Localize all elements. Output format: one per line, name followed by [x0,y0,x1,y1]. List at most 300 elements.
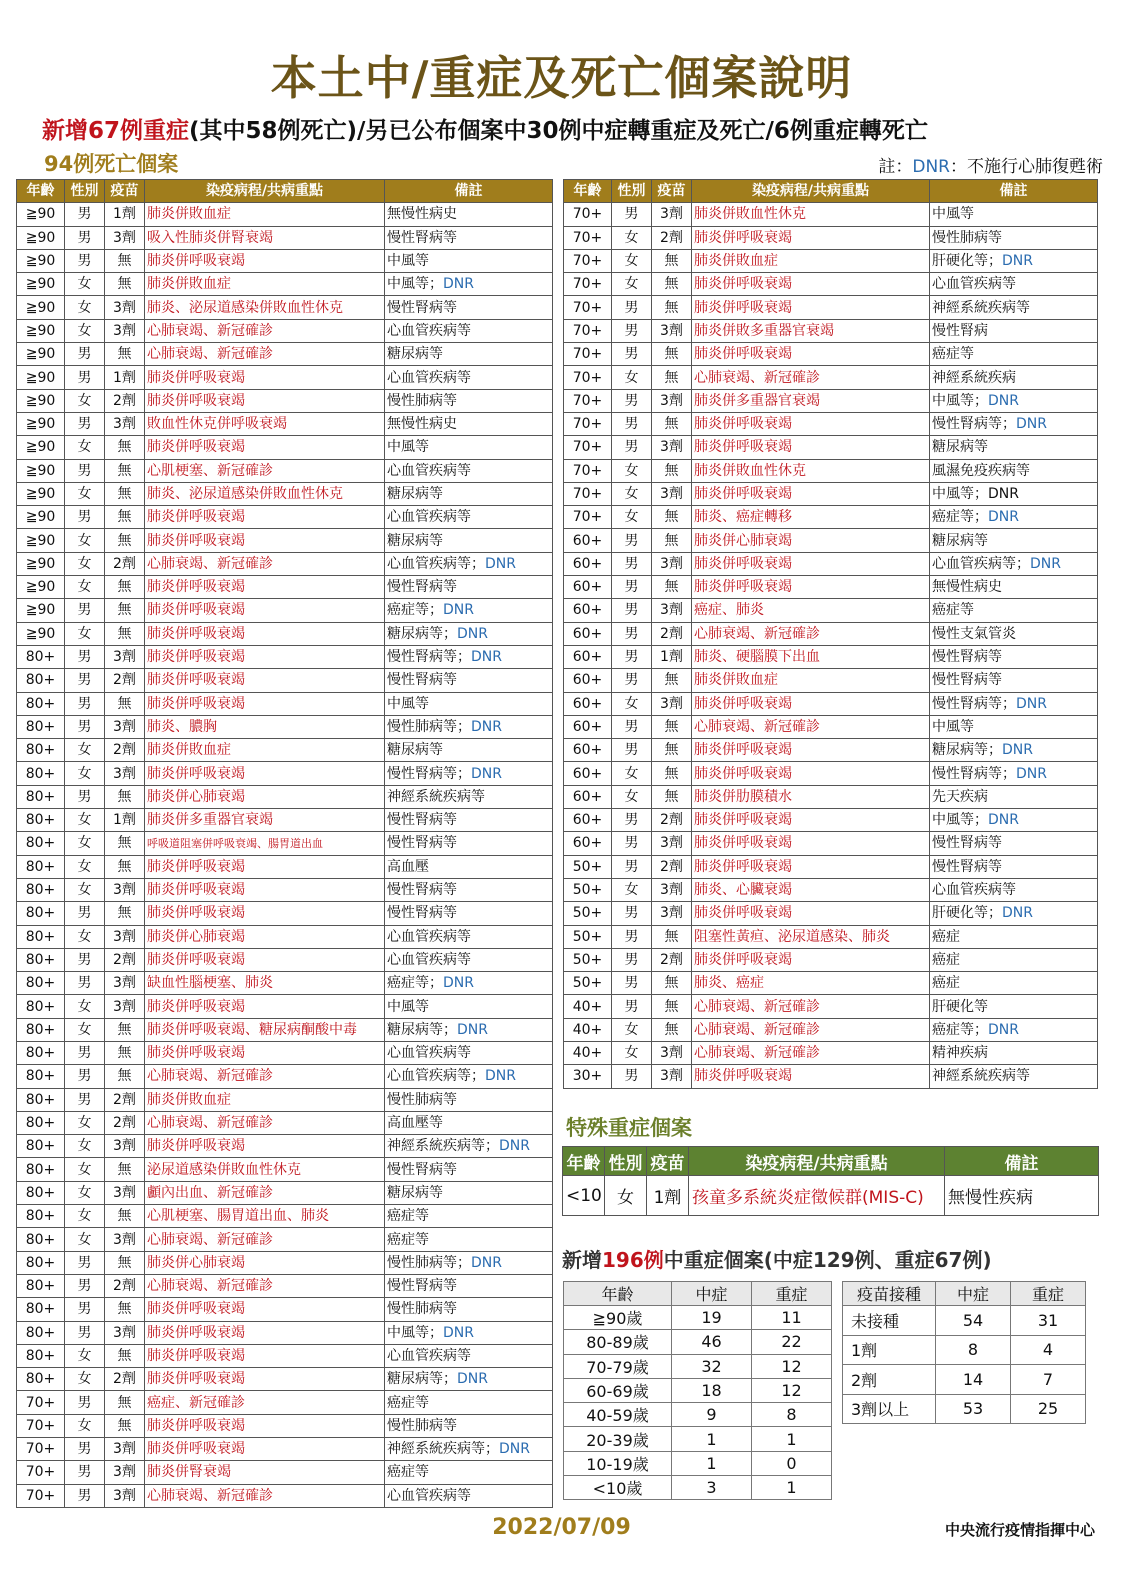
death-cases-table-right [563,179,1098,1089]
cell-age: ≧90 [17,622,65,645]
table-row [17,482,553,505]
cell-course: 肺炎併呼吸衰竭 [692,902,930,925]
cell-remarks [930,715,1098,738]
table-row [564,669,1098,692]
cell-vaccine: 2劑 [105,1274,145,1297]
remark-text: 癌症等； [387,602,443,619]
col-age: 年齡 [564,180,612,203]
cell-severe: 22 [752,1330,832,1354]
cell-sex: 女 [612,249,652,272]
cell-vaccine: 3劑 [652,1041,692,1064]
cell-remarks [385,715,553,738]
cell-course: 心肺衰竭、新冠確診 [692,366,930,389]
cell-age: ≧90 [17,412,65,435]
cell-sex: 女 [65,1181,105,1204]
cell-age: 60+ [564,739,612,762]
col-course: 染疫病程/共病重點 [145,180,385,203]
cell-sex: 男 [612,203,652,226]
table-row [564,785,1098,808]
cell-vaccine: 無 [105,1018,145,1041]
cell-remarks [930,878,1098,901]
col-vaccine: 疫苗 [647,1147,689,1176]
remark-text: 中風等； [932,812,988,829]
table-row [17,1135,553,1158]
cell-age: 70+ [564,389,612,412]
dnr-label: DNR [485,555,516,572]
cell-vaccine: 無 [652,576,692,599]
cell-age: 80+ [17,715,65,738]
cell-vaccine: 2劑 [652,948,692,971]
cell-remarks [930,972,1098,995]
cell-remarks [385,1438,553,1461]
dnr-label: DNR [988,509,1019,526]
cell-sex: 男 [612,669,652,692]
cell-sex: 男 [65,1088,105,1111]
cell-age: 50+ [564,925,612,948]
cell-vaccine: 3劑 [105,296,145,319]
cell-remarks [930,855,1098,878]
cell-sex: 女 [612,762,652,785]
cell-remarks [930,366,1098,389]
cell-vaccine: 3劑 [105,1181,145,1204]
remark-text: 慢性肺病等 [387,1091,457,1108]
table-row [564,995,1098,1018]
remark-text: 慢性肺病等 [387,1417,457,1434]
cell-vaccine: 2劑 [105,669,145,692]
table-row [17,948,553,971]
cell-age: 70+ [564,482,612,505]
cell-vaccine: 無 [652,249,692,272]
table-header-row [843,1282,1086,1306]
cell-sex: 女 [612,692,652,715]
cell-sex: 男 [612,972,652,995]
cell-vaccine: 3劑 [652,878,692,901]
cell-vaccine: 3劑 [652,692,692,715]
cell-severe: 25 [1011,1394,1086,1424]
cell-course: 肺炎併呼吸衰竭 [145,692,385,715]
remark-text: 先天疾病 [932,788,988,805]
cell-group: 1劑 [843,1335,936,1365]
cell-course: 肺炎併腎衰竭 [145,1461,385,1484]
cell-course: 癌症、新冠確診 [145,1391,385,1414]
cell-vaccine: 2劑 [105,552,145,575]
cell-sex: 女 [65,482,105,505]
remark-text: 慢性腎病等 [387,672,457,689]
cell-remarks [930,412,1098,435]
table-row [564,692,1098,715]
cell-severe: 12 [752,1378,832,1402]
cell-course: 肺炎、心臟衰竭 [692,878,930,901]
table-row [564,273,1098,296]
new-cases-count: 196例 [602,1248,664,1272]
cell-vaccine: 無 [105,902,145,925]
cell-remarks [385,902,553,925]
cell-remarks [930,1041,1098,1064]
cell-remarks [385,459,553,482]
cell-course: 肺炎併呼吸衰竭 [145,1321,385,1344]
remark-text: 心血管疾病等 [387,509,471,526]
cell-course: 肺炎併呼吸衰竭 [145,645,385,668]
cell-sex: 男 [65,249,105,272]
cell-vaccine: 無 [105,1065,145,1088]
cell-course: 心肺衰竭、新冠確診 [145,1111,385,1134]
cell-age: 80+ [17,948,65,971]
cell-vaccine: 3劑 [652,832,692,855]
cell-vaccine: 3劑 [652,482,692,505]
cell-moderate: 54 [936,1306,1011,1336]
table-row [17,1158,553,1181]
cell-course: 肺炎併呼吸衰竭 [145,599,385,622]
cell-sex: 女 [612,878,652,901]
cell-age: 40+ [564,995,612,1018]
cell-vaccine: 2劑 [652,855,692,878]
cell-age: 40+ [564,1041,612,1064]
cell-vaccine: 3劑 [105,1438,145,1461]
cell-sex: 男 [65,1251,105,1274]
cell-course: 肺炎併呼吸衰竭 [692,273,930,296]
cell-course: 肺炎併呼吸衰竭 [145,948,385,971]
cell-course: 肺炎併敗血症 [145,203,385,226]
cell-group: 80-89歲 [564,1330,672,1354]
dnr-label: DNR [1030,555,1061,572]
cell-sex: 男 [65,948,105,971]
col-severe: 重症 [1011,1282,1086,1306]
cell-sex: 女 [612,506,652,529]
table-row [17,226,553,249]
remark-text: 心血管疾病等 [932,276,1016,293]
cell-age: 80+ [17,1228,65,1251]
cell-age: 70+ [17,1391,65,1414]
table-header-row [564,1282,832,1306]
cell-age: 60+ [564,599,612,622]
dnr-label: DNR [499,1138,530,1155]
remark-text: 糖尿病等 [387,532,443,549]
table-row [564,319,1098,342]
cell-age: ≧90 [17,482,65,505]
table-row [17,1018,553,1041]
deaths-section-title: 94例死亡個案 [44,152,179,176]
remark-text: 慢性腎病等； [932,765,1016,782]
cell-age: 70+ [17,1461,65,1484]
remark-text: 糖尿病等； [932,742,1002,759]
remark-text: 癌症等 [387,1208,429,1225]
cell-remarks: 無慢性疾病 [945,1176,1099,1216]
dnr-label: DNR [443,276,474,293]
cell-age: 70+ [564,436,612,459]
cell-remarks [385,1414,553,1437]
cell-remarks [930,995,1098,1018]
cell-sex: 女 [65,1368,105,1391]
cell-course: 肺炎併敗血症 [145,1088,385,1111]
cell-course: 心肺衰竭、新冠確診 [145,1484,385,1507]
cell-age: 60+ [564,785,612,808]
cell-remarks [930,785,1098,808]
table-row [17,599,553,622]
cell-age: 80+ [17,785,65,808]
cell-course: 心肺衰竭、新冠確診 [145,1274,385,1297]
table-row [17,1414,553,1437]
cell-sex: 女 [65,319,105,342]
cell-sex: 女 [65,622,105,645]
table-row [564,412,1098,435]
cell-remarks [385,622,553,645]
cell-severe: 31 [1011,1306,1086,1336]
cell-moderate: 14 [936,1365,1011,1395]
cell-sex: 男 [612,925,652,948]
cell-vaccine: 無 [105,529,145,552]
table-row [843,1365,1086,1395]
cell-age: ≧90 [17,599,65,622]
remark-text: 慢性腎病等 [387,1278,457,1295]
remark-text: 癌症等； [387,975,443,992]
cell-severe: 1 [752,1476,832,1500]
remark-text: 中風等 [387,695,429,712]
cell-remarks [385,1484,553,1507]
table-row [564,1330,832,1354]
cell-remarks [385,1321,553,1344]
cell-sex: 男 [65,1274,105,1297]
cell-group: <10歲 [564,1476,672,1500]
remark-text: 慢性腎病等 [387,1161,457,1178]
cell-age: 80+ [17,1205,65,1228]
dnr-label: DNR [471,718,502,735]
col-course: 染疫病程/共病重點 [692,180,930,203]
cell-sex: 女 [65,762,105,785]
cell-sex: 男 [65,203,105,226]
cell-severe: 7 [1011,1365,1086,1395]
cell-group: ≧90歲 [564,1306,672,1330]
cell-age: 80+ [17,739,65,762]
cell-sex: 女 [612,1018,652,1041]
cell-age: 80+ [17,1344,65,1367]
cell-sex: 男 [65,599,105,622]
cell-group: 20-39歲 [564,1427,672,1451]
cell-vaccine: 無 [105,1344,145,1367]
remark-text: 慢性肺病等 [932,229,1002,246]
note-dnr: DNR [912,157,950,177]
remark-text: 慢性腎病等； [932,416,1016,433]
remark-text: 糖尿病等 [932,439,988,456]
table-row [17,506,553,529]
cell-age: 40+ [564,1018,612,1041]
cell-age: ≧90 [17,319,65,342]
cell-remarks [385,739,553,762]
table-row [17,832,553,855]
cell-sex: 男 [65,902,105,925]
table-row [564,576,1098,599]
cell-age: ≧90 [17,366,65,389]
cell-remarks [385,855,553,878]
cell-age: ≧90 [17,389,65,412]
cell-sex: 男 [65,1321,105,1344]
table-row [564,809,1098,832]
dnr-label: DNR [457,1021,488,1038]
remark-text: 癌症 [932,951,960,968]
remark-text: 神經系統疾病 [932,369,1016,386]
cell-course: 肺炎併呼吸衰竭 [692,296,930,319]
col-age: 年齡 [563,1147,605,1176]
remark-text: 慢性腎病等 [387,882,457,899]
remark-text: 癌症等 [932,602,974,619]
table-row [17,1065,553,1088]
cell-age: 60+ [564,576,612,599]
cell-vaccine: 無 [652,273,692,296]
table-row [17,645,553,668]
table-row [564,1041,1098,1064]
remark-text: 肝硬化等； [932,253,1002,270]
cell-age: 60+ [564,645,612,668]
cell-vaccine: 1劑 [652,645,692,668]
table-row [17,319,553,342]
remark-text: 心血管疾病等 [387,928,471,945]
cell-vaccine: 2劑 [652,622,692,645]
remark-text: 肝硬化等； [932,905,1002,922]
cell-course: 肺炎併心肺衰竭 [692,529,930,552]
table-row [17,855,553,878]
table-row [564,948,1098,971]
cell-vaccine: 1劑 [105,366,145,389]
cell-course: 心肺衰竭、新冠確診 [692,1041,930,1064]
remark-text: 糖尿病等 [387,1184,443,1201]
cell-remarks [385,1391,553,1414]
table-row [564,506,1098,529]
cell-remarks [385,249,553,272]
death-cases-table-left [16,179,553,1508]
cell-remarks [930,273,1098,296]
cell-age: 60+ [564,622,612,645]
cell-severe: 12 [752,1354,832,1378]
remark-text: 糖尿病等 [387,742,443,759]
cell-course: 肺炎併呼吸衰竭 [145,389,385,412]
cell-course: 肺炎併呼吸衰竭 [692,576,930,599]
cell-sex: 男 [65,1461,105,1484]
cell-remarks [930,319,1098,342]
table-row [843,1394,1086,1424]
remark-text: 中風等； [387,276,443,293]
cell-sex: 女 [612,366,652,389]
cell-course: 肺炎併心肺衰竭 [145,1251,385,1274]
cell-age: 80+ [17,1135,65,1158]
cell-sex: 男 [65,1298,105,1321]
cell-age: 60+ [564,715,612,738]
cell-course: 呼吸道阻塞併呼吸衰竭、腸胃道出血 [145,832,385,855]
remark-text: 慢性腎病等； [932,695,1016,712]
cell-course: 心肺衰竭、新冠確診 [692,622,930,645]
cell-moderate: 19 [672,1306,752,1330]
subtitle-rest: (其中58例死亡)/另已公布個案中30例中症轉重症及死亡/6例重症轉死亡 [189,118,928,144]
cell-course: 肺炎併呼吸衰竭 [145,249,385,272]
cell-age: 70+ [564,412,612,435]
cell-remarks [930,226,1098,249]
cell-remarks [385,1251,553,1274]
table-row [17,809,553,832]
cell-course: 顱內出血、新冠確診 [145,1181,385,1204]
table-row [17,1088,553,1111]
remark-text: 癌症等 [387,1231,429,1248]
cell-course: 肺炎、硬腦膜下出血 [692,645,930,668]
cell-vaccine: 無 [652,739,692,762]
cell-vaccine: 1劑 [105,203,145,226]
cell-vaccine: 3劑 [105,319,145,342]
cell-age: ≧90 [17,529,65,552]
cell-remarks [385,972,553,995]
cell-course: 心肌梗塞、新冠確診 [145,459,385,482]
dnr-label: DNR [457,625,488,642]
dnr-label: DNR [988,1021,1019,1038]
remark-text: 慢性腎病等 [387,835,457,852]
cell-age: 80+ [17,855,65,878]
cell-sex: 女 [65,739,105,762]
table-row [17,459,553,482]
table-row [564,249,1098,272]
cell-sex: 女 [65,529,105,552]
cell-course: 肺炎併多重器官衰竭 [145,809,385,832]
cell-vaccine: 3劑 [652,436,692,459]
cell-sex: 男 [65,1041,105,1064]
cell-course: 肺炎併呼吸衰竭 [692,226,930,249]
remark-text: 無慢性病史 [387,416,457,433]
cell-remarks [930,296,1098,319]
cell-remarks [385,762,553,785]
cell-sex: 女 [65,1205,105,1228]
cell-vaccine: 無 [105,1158,145,1181]
cell-age: 80+ [17,1274,65,1297]
cell-severe: 11 [752,1306,832,1330]
dnr-label: DNR [471,765,502,782]
cell-moderate: 1 [672,1451,752,1475]
cell-remarks [385,203,553,226]
cell-course: 肺炎併心肺衰竭 [145,785,385,808]
cell-course: 肺炎併呼吸衰竭 [145,1041,385,1064]
table-row [564,1354,832,1378]
table-row [17,273,553,296]
table-row [843,1335,1086,1365]
cell-course: 肺炎併呼吸衰竭 [692,1065,930,1088]
remark-text: 心血管疾病等 [387,369,471,386]
cell-age: 50+ [564,855,612,878]
table-row [17,902,553,925]
remark-text: 慢性肺病等 [387,392,457,409]
table-row [17,552,553,575]
remark-text: 中風等； [932,392,988,409]
cell-course: 缺血性腦梗塞、肺炎 [145,972,385,995]
cell-vaccine: 3劑 [105,972,145,995]
cell-remarks [930,902,1098,925]
table-row [17,995,553,1018]
table-row [17,878,553,901]
cell-remarks [385,273,553,296]
cell-remarks [930,1065,1098,1088]
table-row [564,459,1098,482]
report-date: 2022/07/09 [492,1515,631,1540]
col-moderate: 中症 [672,1282,752,1306]
cell-sex: 男 [612,599,652,622]
cell-remarks [385,576,553,599]
cell-vaccine: 3劑 [652,319,692,342]
cell-age: 70+ [564,296,612,319]
remark-text: 心血管疾病等 [387,322,471,339]
cell-course: 敗血性休克併呼吸衰竭 [145,412,385,435]
col-vaccine: 疫苗 [652,180,692,203]
remark-text: 高血壓 [387,858,429,875]
cell-remarks [385,1111,553,1134]
note-suffix: ：不施行心肺復甦術 [950,157,1103,177]
remark-text: 慢性腎病等 [387,905,457,922]
cell-age: ≧90 [17,226,65,249]
cell-age: 80+ [17,995,65,1018]
cell-course: 肺炎併呼吸衰竭、糖尿病酮酸中毒 [145,1018,385,1041]
remark-text: 糖尿病等； [387,1021,457,1038]
